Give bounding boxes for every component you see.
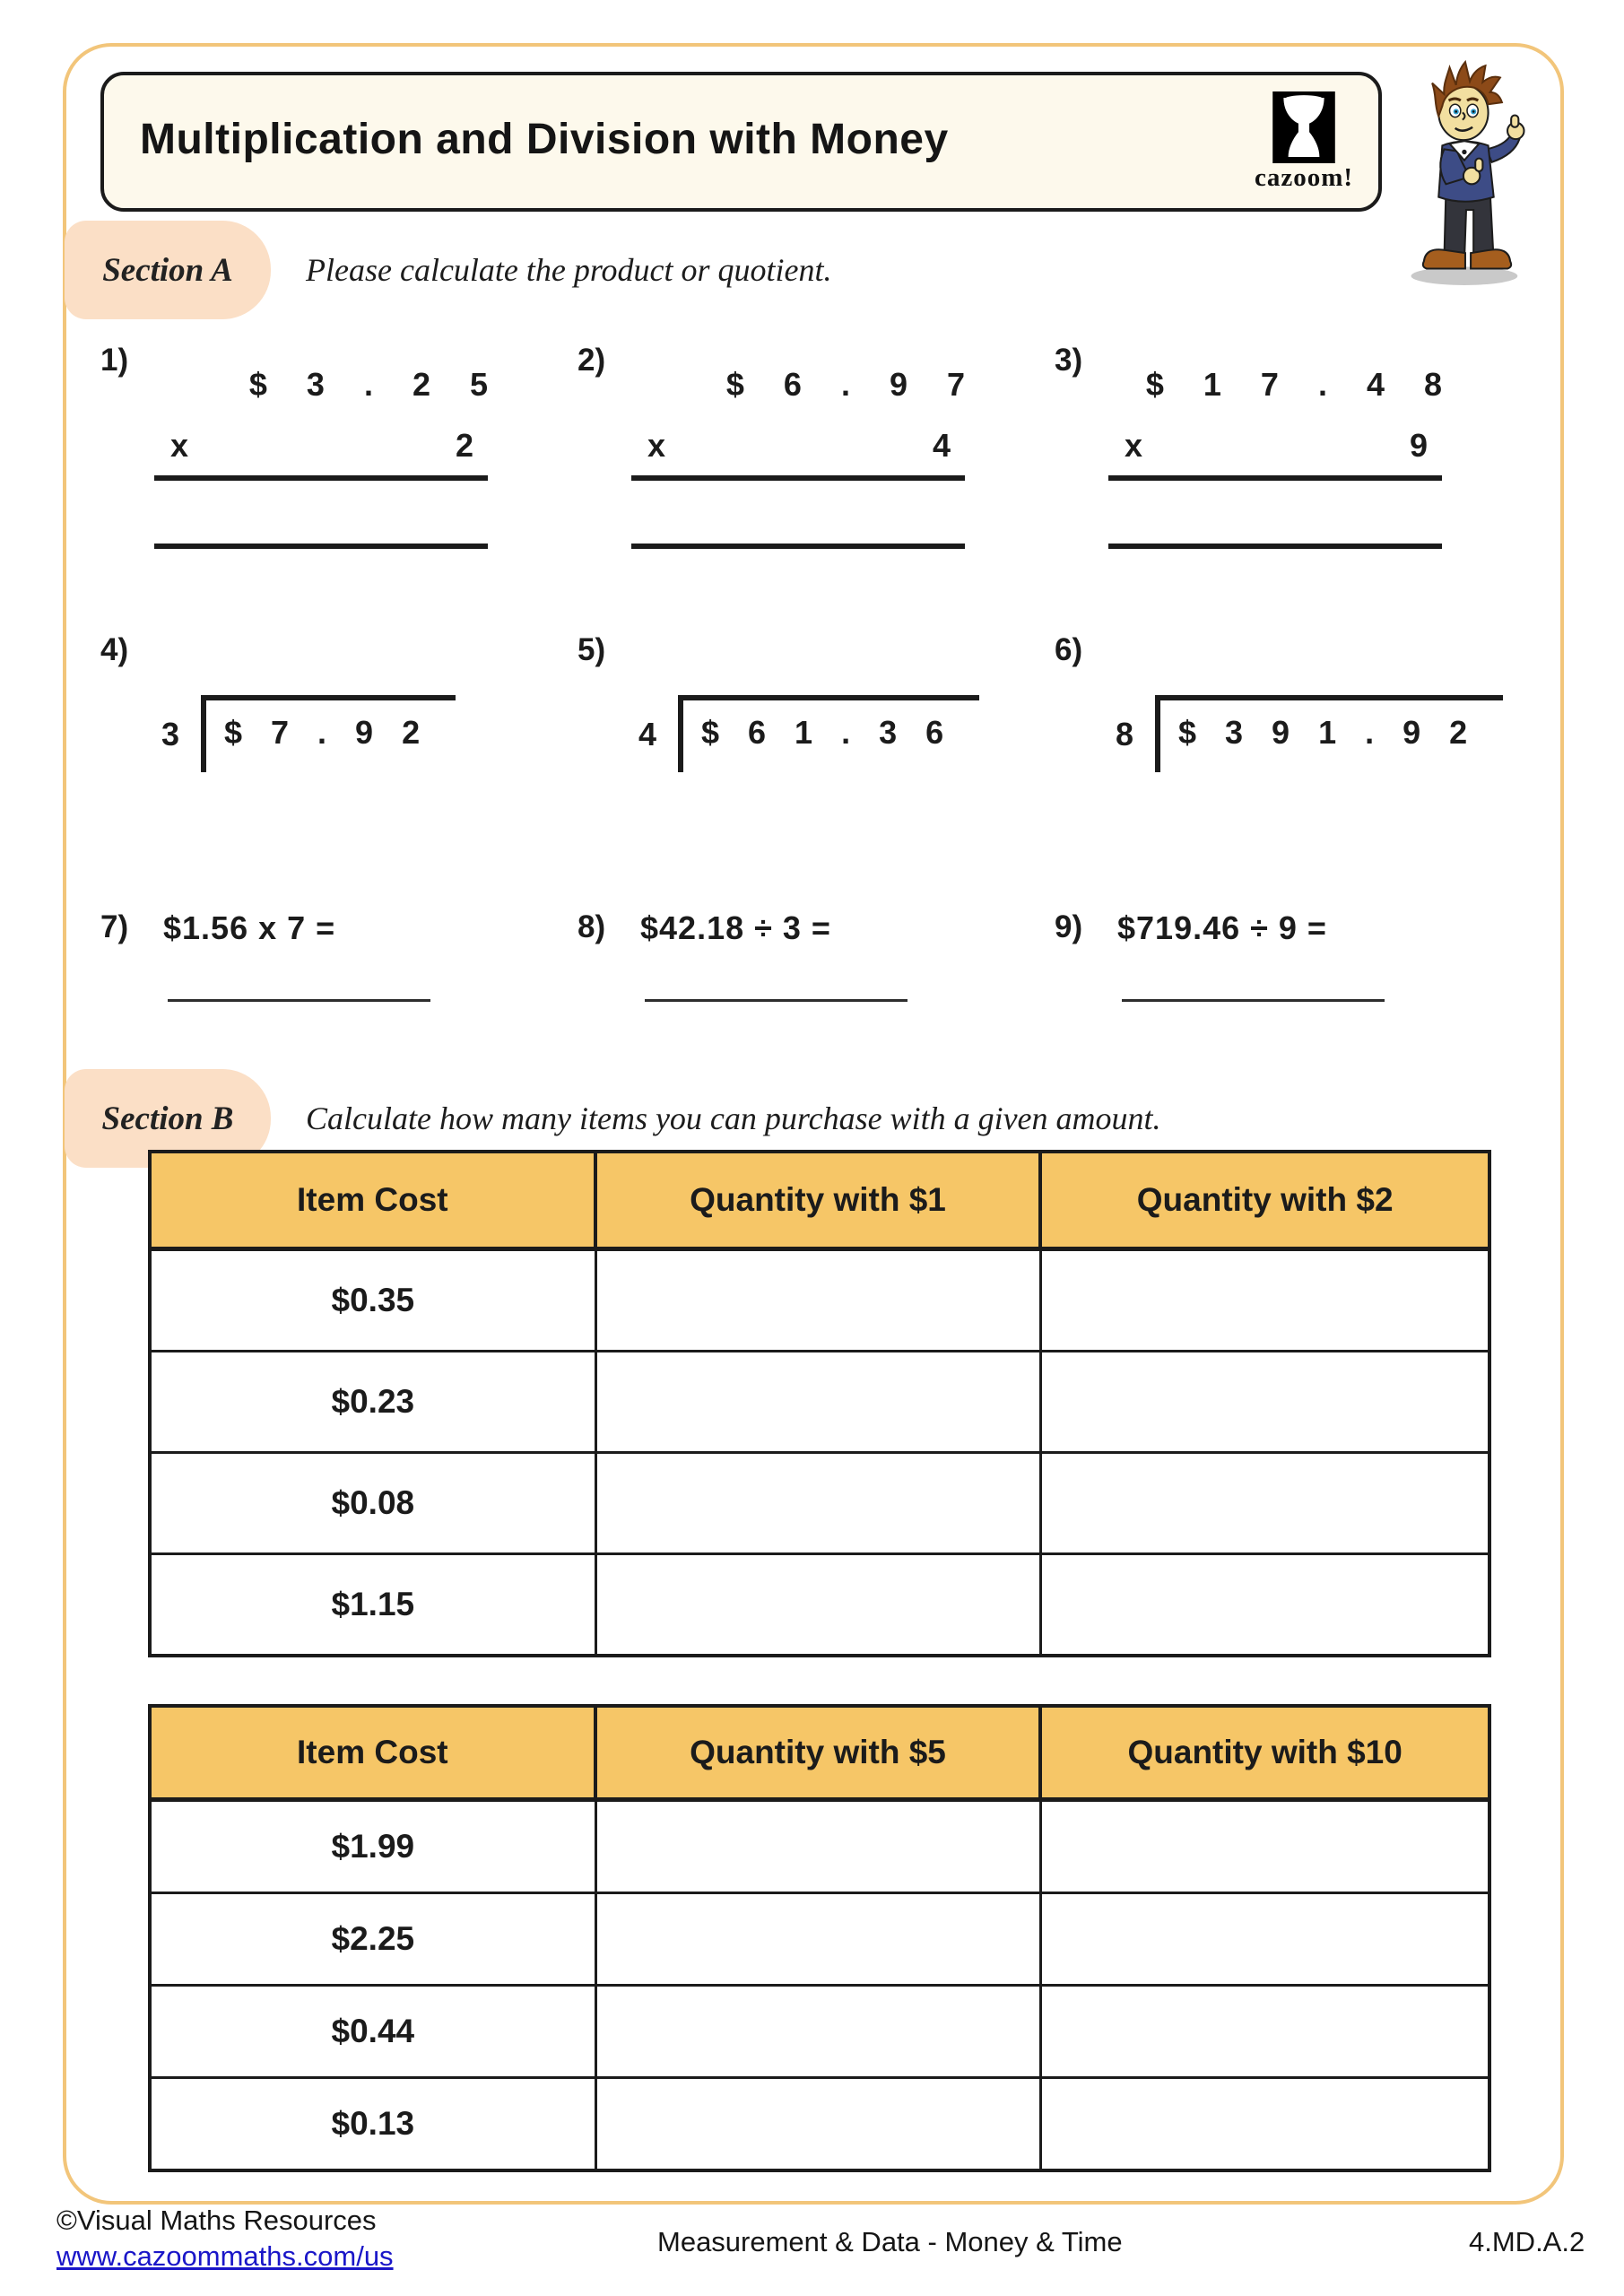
purchase-table-1: [148, 1150, 1491, 1657]
problem-6: [1055, 632, 1521, 812]
item-cost-cell: $2.25: [152, 1894, 597, 1987]
table-header-cell: Quantity with $1: [597, 1153, 1043, 1251]
answer-cell-empty: [1042, 1251, 1488, 1352]
answer-cell-empty: [597, 1251, 1043, 1352]
table-header-cell: Quantity with $5: [597, 1708, 1043, 1802]
division-dividend: $ 7 . 9 2: [224, 714, 421, 751]
answer-line: [154, 544, 488, 549]
answer-cell-empty: [597, 1555, 1043, 1654]
problem-number: 2): [578, 343, 606, 378]
problem-1: [100, 343, 513, 581]
multiplier-value: 9: [1409, 427, 1428, 464]
cazoom-brand-label: cazoom!: [1254, 163, 1354, 192]
problem-number: 6): [1055, 632, 1083, 667]
division-divisor: 4: [638, 716, 657, 752]
item-cost-cell: $1.15: [152, 1555, 597, 1654]
table-header-cell: Item Cost: [152, 1708, 597, 1802]
section-b-label: Section B: [101, 1100, 234, 1137]
problem-number: 4): [100, 632, 129, 667]
answer-line: [631, 544, 965, 549]
section-a-instruction: Please calculate the product or quotient.: [306, 252, 832, 288]
problem-number: 5): [578, 632, 606, 667]
division-bracket: [201, 695, 456, 772]
problem-number: 1): [100, 343, 129, 378]
footer-link[interactable]: www.cazoommaths.com/us: [56, 2240, 394, 2272]
footer-series-label: Measurement & Data - Money & Time: [657, 2226, 1123, 2257]
answer-line: [1108, 544, 1442, 549]
answer-cell-empty: [1042, 1555, 1488, 1654]
table-header-cell: Quantity with $10: [1042, 1708, 1488, 1802]
multiply-operator: x: [647, 427, 666, 464]
item-cost-cell: $1.99: [152, 1802, 597, 1894]
amount-value: $ 1 7 . 4 8: [1145, 366, 1442, 403]
table-header-cell: Item Cost: [152, 1153, 597, 1251]
expression: $1.56 x 7 =: [163, 909, 336, 946]
answer-line: [154, 475, 488, 481]
answer-cell-empty: [597, 2079, 1043, 2169]
answer-cell-empty: [1042, 1352, 1488, 1454]
problem-9: [1055, 909, 1521, 1026]
amount-value: $ 6 . 9 7: [725, 366, 965, 403]
operator-row: [1108, 427, 1442, 465]
problem-5: [578, 632, 1044, 812]
multiplier-value: 2: [455, 427, 473, 464]
answer-cell-empty: [597, 1987, 1043, 2079]
footer-standard-code: 4.MD.A.2: [1469, 2226, 1585, 2257]
cazoom-goblet-icon: [1272, 91, 1336, 163]
footer-copyright: ©Visual Maths Resources: [56, 2205, 377, 2236]
item-cost-cell: $0.08: [152, 1454, 597, 1555]
problem-2: [578, 343, 990, 581]
problem-3: [1055, 343, 1467, 581]
answer-cell-empty: [597, 1352, 1043, 1454]
problem-number: 7): [100, 909, 129, 944]
answer-line: [1108, 475, 1442, 481]
expression: $42.18 ÷ 3 =: [640, 909, 831, 946]
problem-4: [100, 632, 567, 812]
item-cost-cell: $0.23: [152, 1352, 597, 1454]
problem-8: [578, 909, 1044, 1026]
item-cost-cell: $0.13: [152, 2079, 597, 2169]
section-b-instruction: Calculate how many items you can purchase with a given amount.: [306, 1100, 1161, 1136]
division-bracket: [678, 695, 979, 772]
answer-cell-empty: [1042, 1454, 1488, 1555]
operator-row: [631, 427, 965, 465]
multiply-operator: x: [1125, 427, 1143, 464]
multiply-operator: x: [170, 427, 189, 464]
title-box: [100, 72, 1382, 212]
answer-line: [645, 999, 908, 1002]
mascot-boy-illustration: [1397, 57, 1537, 287]
section-a-pill: [65, 221, 271, 319]
page-title: Multiplication and Division with Money: [140, 116, 949, 163]
section-a-label: Section A: [102, 251, 233, 289]
cazoom-logo: [1241, 91, 1367, 193]
problem-number: 3): [1055, 343, 1083, 378]
answer-cell-empty: [1042, 2079, 1488, 2169]
answer-cell-empty: [1042, 1894, 1488, 1987]
division-bracket: [1155, 695, 1503, 772]
division-divisor: 3: [161, 716, 180, 752]
answer-line: [631, 475, 965, 481]
division-divisor: 8: [1116, 716, 1134, 752]
answer-cell-empty: [597, 1454, 1043, 1555]
table-header-cell: Quantity with $2: [1042, 1153, 1488, 1251]
division-dividend: $ 6 1 . 3 6: [701, 714, 944, 751]
answer-line: [168, 999, 430, 1002]
answer-cell-empty: [597, 1802, 1043, 1894]
answer-cell-empty: [1042, 1802, 1488, 1894]
division-dividend: $ 3 9 1 . 9 2: [1178, 714, 1468, 751]
problem-7: [100, 909, 567, 1026]
problem-number: 9): [1055, 909, 1083, 944]
amount-value: $ 3 . 2 5: [248, 366, 488, 403]
item-cost-cell: $0.44: [152, 1987, 597, 2079]
answer-line: [1122, 999, 1385, 1002]
expression: $719.46 ÷ 9 =: [1117, 909, 1327, 946]
multiplier-value: 4: [932, 427, 951, 464]
problem-number: 8): [578, 909, 606, 944]
answer-cell-empty: [1042, 1987, 1488, 2079]
operator-row: [154, 427, 488, 465]
answer-cell-empty: [597, 1894, 1043, 1987]
item-cost-cell: $0.35: [152, 1251, 597, 1352]
purchase-table-2: [148, 1704, 1491, 2172]
